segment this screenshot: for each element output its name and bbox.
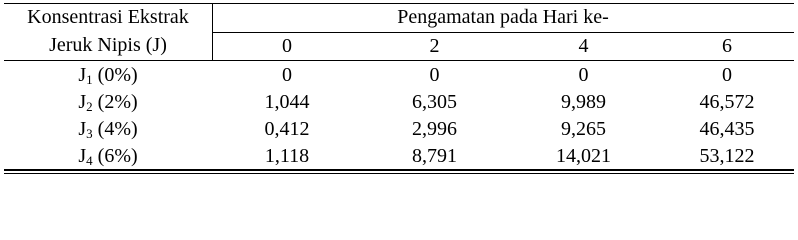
table-cell: 53,122 (699, 145, 755, 167)
table-cell: 46,435 (699, 118, 755, 140)
header-group-label-line2: Jeruk Nipis (J) (49, 34, 167, 56)
table-cell: 1,044 (264, 91, 310, 113)
row-label-j4: $J_4$ (6%) (78, 145, 138, 168)
row-label-j3: $J_3$ (4%) (78, 118, 138, 141)
header-day-2: 2 (429, 35, 440, 57)
bottom-rule-thin (4, 173, 794, 174)
table-cell: 0 (578, 64, 589, 86)
table-cell: 2,996 (412, 118, 457, 140)
header-bottom-rule (4, 60, 794, 61)
header-span-title: Pengamatan pada Hari ke- (397, 6, 609, 28)
top-rule (4, 3, 794, 4)
table-cell: 8,791 (412, 145, 457, 167)
table-cell: 9,989 (561, 91, 606, 113)
row-label-j2: $J_2$ (2%) (78, 91, 138, 114)
table-cell: 0 (722, 64, 732, 86)
header-day-0: 0 (282, 35, 292, 57)
table-cell: 6,305 (412, 91, 457, 113)
row-label-j1: $J_1$ (0%) (78, 64, 138, 87)
table-cell: 0 (282, 64, 292, 86)
span-title-rule (212, 32, 794, 33)
table-cell: 0,412 (264, 118, 310, 140)
table-cell: 46,572 (699, 91, 755, 113)
table-cell: 9,265 (561, 118, 606, 140)
table-cell: 0 (429, 64, 440, 86)
table-cell: 14,021 (556, 145, 611, 167)
header-day-4: 4 (578, 35, 589, 57)
table-cell: 1,118 (264, 145, 310, 167)
bottom-rule-thick (4, 169, 794, 171)
header-group-label-line1: Konsentrasi Ekstrak (27, 6, 189, 28)
header-day-6: 6 (722, 35, 732, 57)
